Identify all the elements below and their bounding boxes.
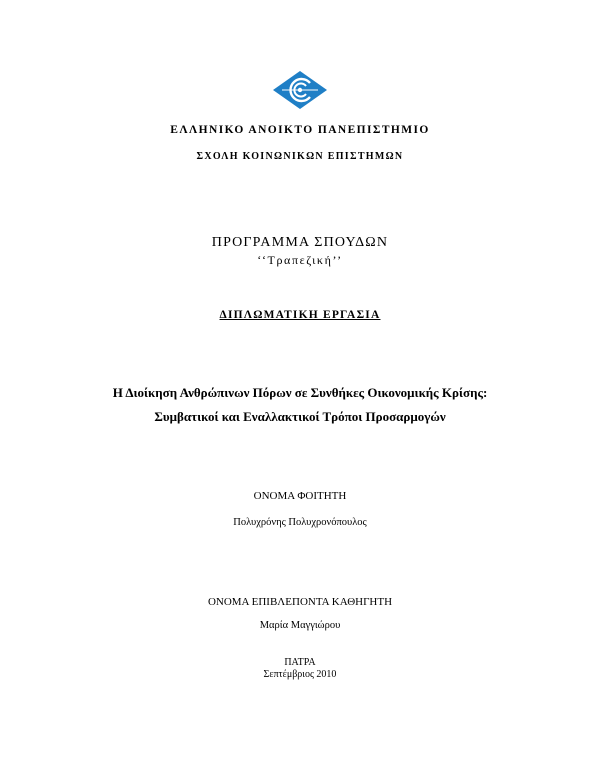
supervisor-label: ΟΝΟΜΑ ΕΠΙΒΛΕΠΟΝΤΑ ΚΑΘΗΓΗΤΗ <box>207 596 393 608</box>
university-name: ΕΛΛΗΝΙΚΟ ΑΝΟΙΚΤΟ ΠΑΝΕΠΙΣΤΗΜΙΟ <box>170 124 430 136</box>
university-logo-icon <box>272 70 328 110</box>
city: ΠΑΤΡΑ <box>284 657 316 668</box>
thesis-title-line-2: Συμβατικοί και Εναλλακτικοί Τρόποι Προσαρμογών <box>154 409 446 424</box>
date: Σεπτέμβριος 2010 <box>263 669 337 680</box>
student-name: Πολυχρόνης Πολυχρονόπουλος <box>233 517 367 528</box>
student-label: ΟΝΟΜΑ ΦΟΙΤΗΤΗ <box>253 490 347 502</box>
thesis-title-line-1: Η Διοίκηση Ανθρώπινων Πόρων σε Συνθήκες Οικονομικής Κρίσης: <box>112 385 488 400</box>
supervisor-name: Μαρία Μαγγιώρου <box>259 620 341 631</box>
school-name: ΣΧΟΛΗ ΚΟΙΝΩΝΙΚΩΝ ΕΠΙΣΤΗΜΩΝ <box>196 151 404 162</box>
program-name: ‘‘Τραπεζική’’ <box>257 253 343 267</box>
program-label: ΠΡΟΓΡΑΜΜΑ ΣΠΟΥΔΩΝ <box>211 235 389 250</box>
thesis-label: ΔΙΠΛΩΜΑΤΙΚΗ ΕΡΓΑΣΙΑ <box>219 309 381 321</box>
